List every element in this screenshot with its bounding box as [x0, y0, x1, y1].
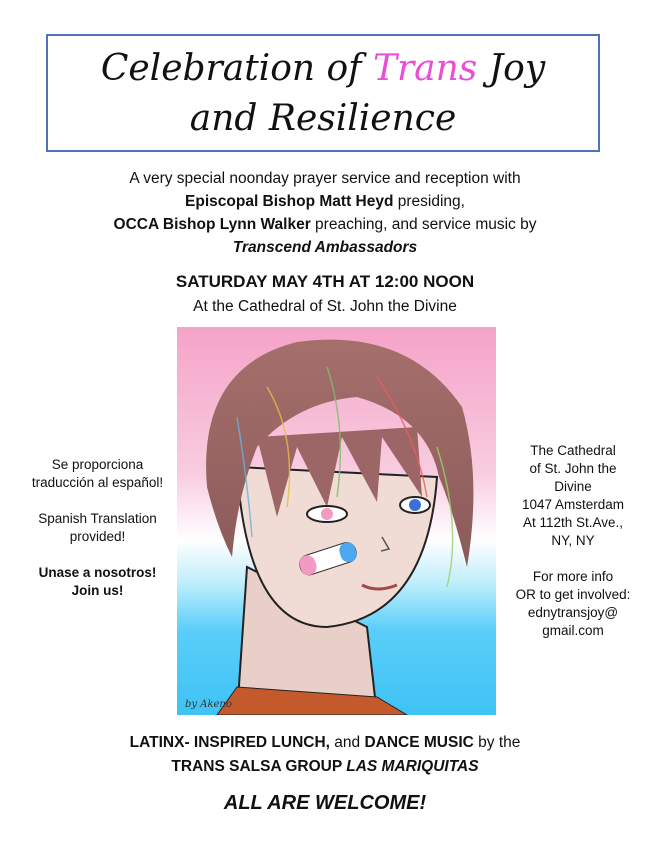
welcome-banner: ALL ARE WELCOME!	[223, 792, 427, 814]
title-pre: Celebration of	[100, 48, 373, 89]
lunch-by-the: by the	[473, 734, 521, 751]
intro-line-3	[20, 213, 630, 236]
join-line-1: Unase a nosotros!	[38, 565, 157, 580]
right-iris	[409, 499, 421, 511]
title-accent-word: Trans	[372, 48, 478, 89]
address-line-1: The Cathedral	[530, 443, 616, 458]
music-group: Transcend Ambassadors	[232, 239, 418, 256]
address-line-2: of St. John the	[529, 461, 617, 476]
artist-signature: by Akeno	[185, 699, 232, 710]
right-column-info	[503, 442, 643, 658]
title-line-1	[48, 44, 598, 94]
english-note-line-1: Spanish Translation	[38, 511, 157, 526]
spanish-note-line-2: traducción al español!	[31, 475, 164, 490]
spanish-note-line-1: Se proporciona	[51, 457, 144, 472]
contact-block	[503, 568, 643, 640]
english-translation-note	[20, 510, 175, 546]
title-box	[46, 34, 600, 152]
presiding-bishop: Episcopal Bishop Matt Heyd	[185, 193, 394, 210]
lunch-line-1	[20, 731, 630, 755]
join-us-note	[20, 564, 175, 600]
info-line-1: For more info	[532, 569, 614, 584]
address-line-3: Divine	[554, 479, 592, 494]
intro-line-1: A very special noonday prayer service and reception with	[129, 170, 521, 187]
intro-text	[20, 167, 630, 259]
address-line-5: At 112th St.Ave.,	[522, 515, 624, 530]
info-line-2: OR to get involved:	[515, 587, 631, 602]
spanish-translation-note	[20, 456, 175, 492]
event-date: SATURDAY MAY 4TH AT 12:00 NOON	[175, 272, 475, 291]
preaching-bishop: OCCA Bishop Lynn Walker	[113, 216, 311, 233]
email-line-2: gmail.com	[542, 623, 604, 638]
portrait-artwork	[177, 327, 496, 715]
salsa-group-text: TRANS SALSA GROUP	[171, 758, 347, 775]
title-line-2: and Resilience	[189, 98, 457, 139]
address-block	[503, 442, 643, 550]
email-line-1: ednytransjoy@	[527, 605, 619, 620]
lunch-announcement	[20, 731, 630, 779]
intro-line-2	[20, 190, 630, 213]
lunch-line-2	[20, 755, 630, 779]
address-line-4: 1047 Amsterdam	[521, 497, 625, 512]
presiding-text: presiding,	[393, 193, 465, 210]
left-column-notes	[20, 456, 175, 618]
left-iris	[321, 508, 333, 520]
join-line-2: Join us!	[71, 583, 124, 598]
address-line-6: NY, NY	[551, 533, 595, 548]
lunch-text: LATINX- INSPIRED LUNCH,	[129, 734, 330, 751]
lunch-and: and	[329, 734, 365, 751]
preaching-text: preaching, and service music by	[310, 216, 537, 233]
english-note-line-2: provided!	[69, 529, 126, 544]
event-venue: At the Cathedral of St. John the Divine	[193, 298, 457, 315]
dance-music-text: DANCE MUSIC	[364, 734, 474, 751]
salsa-group-name: LAS MARIQUITAS	[346, 758, 479, 775]
title-post: Joy	[477, 48, 546, 89]
